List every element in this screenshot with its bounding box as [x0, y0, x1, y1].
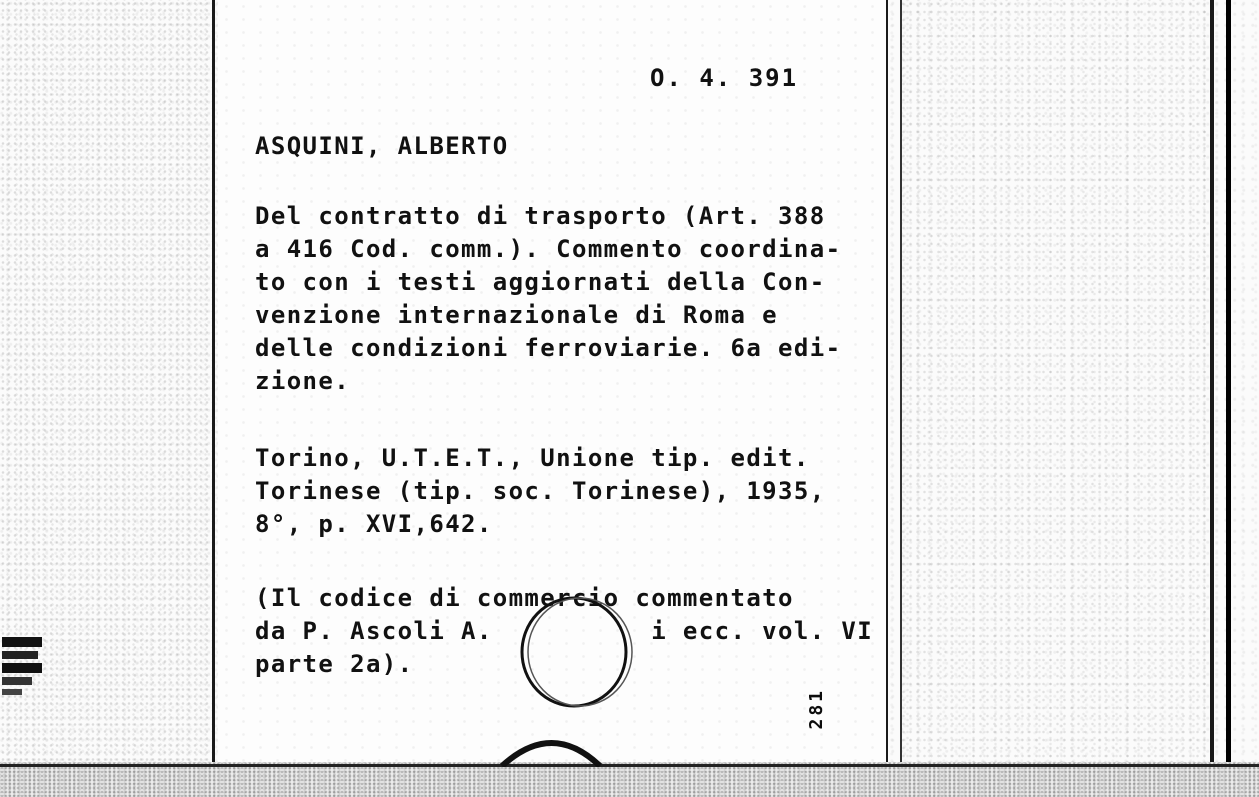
title-line: to con i testi aggiornati della Con- — [255, 268, 826, 296]
card-hole-stamp — [500, 590, 650, 767]
shelfmark: O. 4. 391 — [650, 64, 799, 92]
series-line: da P. Ascoli A. i ecc. vol. VI — [255, 617, 874, 645]
title-statement — [255, 200, 841, 398]
imprint — [255, 442, 826, 541]
title-line: a 416 Cod. comm.). Commento coordina- — [255, 235, 842, 263]
title-line: Del contratto di trasporto (Art. 388 — [255, 202, 826, 230]
imprint-line: Torino, U.T.E.T., Unione tip. edit. — [255, 444, 810, 472]
right-scan-margin — [900, 0, 1210, 765]
imprint-line: 8°, p. XVI,642. — [255, 510, 493, 538]
title-line: venzione internazionale di Roma e — [255, 301, 779, 329]
frame-edge-1 — [900, 0, 902, 765]
card-left-edge — [212, 0, 215, 765]
stamp-number: 281 — [806, 688, 827, 730]
card-right-edge — [886, 0, 888, 765]
title-line: delle condizioni ferroviarie. 6a edi- — [255, 334, 842, 362]
frame-edge-2 — [1210, 0, 1214, 765]
bottom-scan-band — [0, 762, 1259, 797]
series-line: parte 2a). — [255, 650, 414, 678]
margin-artifact — [0, 635, 44, 697]
title-line: zione. — [255, 367, 351, 395]
imprint-line: Torinese (tip. soc. Torinese), 1935, — [255, 477, 826, 505]
frame-edge-3 — [1226, 0, 1231, 765]
series-line: (Il codice di commercio commentato — [255, 584, 794, 612]
author-heading: ASQUINI, ALBERTO — [255, 132, 509, 160]
